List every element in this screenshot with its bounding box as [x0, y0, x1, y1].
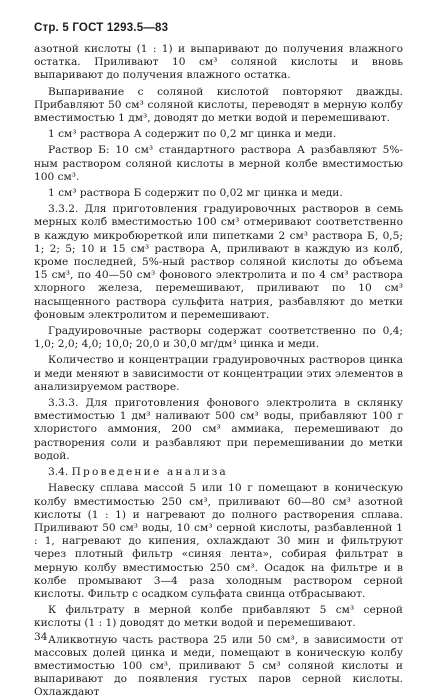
- paragraph: 1 см³ раствора А содержит по 0,2 мг цинка и меди.: [48, 128, 337, 141]
- section-heading: [34, 466, 403, 479]
- section-number: 3.4.: [48, 466, 69, 479]
- page-number: 34: [34, 631, 48, 643]
- paragraph: Градуировочные растворы содержат соответственно по 0,4; 1,0; 2,0; 4,0; 10,0; 20,0 и 30,0 мг/дм³ цинка и меди.: [34, 325, 403, 351]
- paragraph: К фильтрату в мерной колбе прибавляют 5 см³ серной кислоты (1 : 1) доводят до метки водой и перемешивают.: [34, 604, 403, 630]
- paragraph: 3.3.2. Для приготовления градуировочных растворов в семь мерных колб вместимостью 100 см³ отмеривают соответственно в каждую микробюреткой или пипетками 2 см³ раствора Б, 0,5; 1; 2; 5; 10 и 15 см³ раствора А, приливают в каждую из колб, кроме последней, 5%-ный раствор соляной кислоты до объема 15 см³, по 40—50 см³ фонового электролита и по 4 см³ раствора хлорного железа, перемешивают, приливают по 10 см³ насыщенного раствора сульфита натрия, разбавляют до метки фоновым электролитом и перемешивают.: [34, 203, 403, 321]
- paragraph: 3.3.3. Для приготовления фонового электролита в склянку вместимостью 1 дм³ наливают 500 см³ воды, прибавляют 100 г хлористого аммония, 200 см³ аммиака, перемешивают до растворения соли и разбавляют при перемешивании до метки водой.: [34, 397, 403, 462]
- paragraph: Навеску сплава массой 5 или 10 г помещают в коническую колбу вместимостью 250 см³, приливают 60—80 см³ азотной кислоты (1 : 1) и нагревают до полного растворения сплава. Приливают 50 см³ воды, 10 см³ серной кислоты, разбавленной 1 : 1, нагревают до кипения, охлаждают 30 мин и фильтруют через плотный фильтр «синяя лента», собирая фильтрат в мерную колбу вместимостью 250 см³. Осадок на фильтре и в колбе промывают 3—4 раза холодным раствором серной кислоты. Фильтр с осадком сульфата свинца отбрасывают.: [34, 482, 403, 600]
- document-body: [34, 43, 403, 700]
- page-header: [34, 22, 403, 34]
- paragraph: Аликвотную часть раствора 25 или 50 см³, в зависимости от массовых долей цинка и меди, помещают в коническую колбу вместимостью 100 см³, приливают 5 см³ соляной кислоты и выпаривают до появления густых паров серной кислоты. Охлаждают: [34, 633, 403, 699]
- header-standard: ГОСТ 1293.5—83: [72, 22, 169, 34]
- paragraph: Раствор Б: 10 см³ стандартного раствора А разбавляют 5%-ным раствором соляной кислоты в мерной колбе вместимостью 100 см³.: [34, 144, 403, 183]
- paragraph: Количество и концентрации градуировочных растворов цинка и меди меняют в зависимости от концентрации этих элементов в анализируемом растворе.: [34, 354, 403, 393]
- section-title: Проведение анализа: [71, 466, 228, 479]
- paragraph: 1 см³ раствора Б содержит по 0,02 мг цинка и меди.: [48, 187, 343, 200]
- header-page: Стр. 5: [34, 22, 69, 34]
- paragraph: Выпаривание с соляной кислотой повторяют дважды. Прибавляют 50 см³ соляной кислоты, переводят в мерную колбу вместимостью 1 дм³, доводят до метки водой и перемешивают.: [34, 85, 403, 125]
- paragraph: азотной кислоты (1 : 1) и выпаривают до получения влажного остатка. Приливают 10 см³ соляной кислоты и вновь выпаривают до получения влажного остатка.: [34, 43, 403, 82]
